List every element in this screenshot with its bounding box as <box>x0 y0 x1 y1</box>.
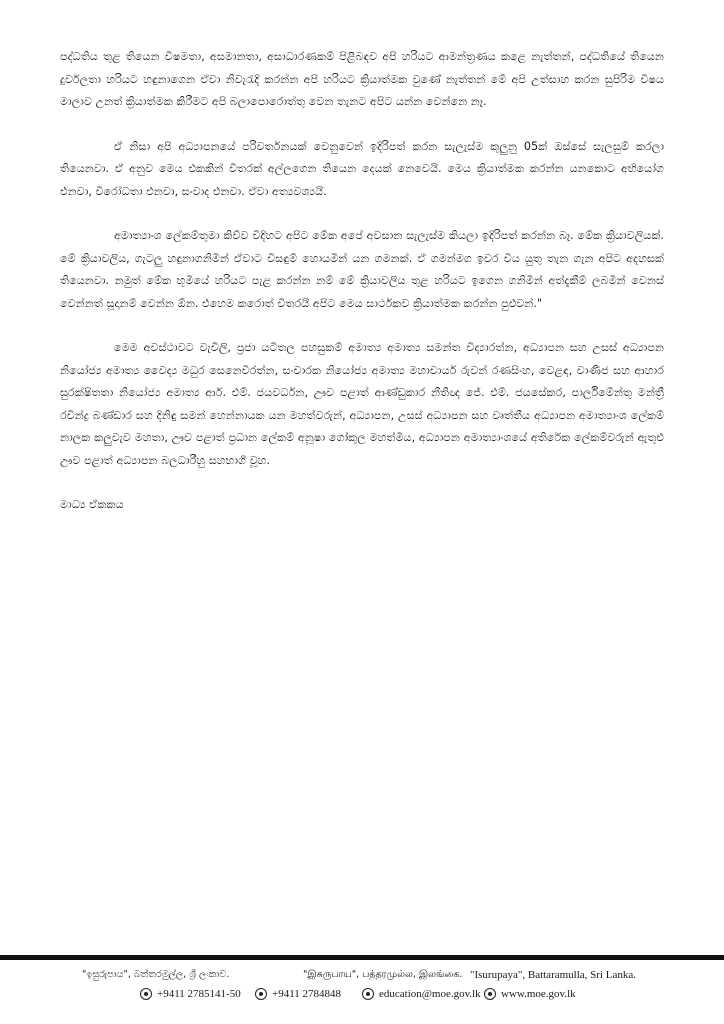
paragraph-4: මෙම අවස්ථාවට වැවිලි, ප්‍රජා යටිතල පහසුකම් අමාත්‍ය අමාත්‍ය සමන්ත විද්‍යාරත්න, අධ්‍යාපන සහ උසස් අධ්‍යාපන නියෝජ්‍ය අමාත්‍ය වෛද්‍ය මධුර සෙනෙවිරත්න, සංචාරක නියෝජ්‍ය අමාත්‍ය මහාචාර්ය රුවන් රණසිංහ, වෙළඳ, වාණිජ සහ ආහාර සුරක්ෂිතතා නියෝජ්‍ය අමාත්‍ය ආර්. එම්. ජයවර්ධන, ඌව පළාත් ආණ්ඩුකාර නීතිඥ ජේ. එම්. ජයසේකර, පාර්ලිමේන්තු මන්ත්‍රී රවින්ද්‍ර බණ්ඩාර සහ දිනිඳු සමන් හෙන්නායක යන මහත්වරුන්, අධ්‍යාපන, උසස් අධ්‍යාපන සහ වෘත්තීය අධ්‍යාපන අමාත්‍යාංශ ලේකම් නාලක කලුවැව මහතා, ඌව පළාත් ප්‍රධාන ලේකම් අනූෂා ගෝකුල මහත්මිය, අධ්‍යාපන අමාත්‍යාංශයේ අතිරේක ලේකම්වරුන් ඇතුළු ඌව පළාත් අධ්‍යාපන බලධාරීහු සහභාගී වූහ. <box>60 341 664 467</box>
address-tamil: "இசுருபாய", பத்தரமுல்ல, இலங்கை. <box>303 969 463 980</box>
fax-number: +9411 2784848 <box>272 988 342 1000</box>
email-address[interactable]: education@moe.gov.lk <box>379 988 481 1000</box>
paragraph-3: අමාත්‍යාංශ ලේකම්තුමා කිව්ව විදිහට අපිට මේක අපේ අවසාන සැලැස්ම කියලා ඉදිරිපත් කරන්න බෑ. මේක ක්‍රියාවලියක්. මේ ක්‍රියාවලිය, ගැටලු හඳුනාගනිමින් ඒවාට විසඳුම් හොයමින් යන ගමනක්. ඒ ගමන්මග ඉවර විය යුතු තැන ගැන අපිට අදහසක් තියෙනවා. නමුත් මේක භූමියේ හරියට පැළ කරන්න නම් මේ ක්‍රියාවලිය තුළ හරියට ඉගෙන ගනිමින් අත්දැකීම් ලබමින් වෙනස් වෙන්නත් සූදානම් වෙන්න ඕන. එහෙම කරොත් විතරයි අපිට මෙය සාර්ථකව ක්‍රියාත්මක කරන්න පුළුවන්." <box>60 229 664 310</box>
phone-number: +9411 2785141-50 <box>157 988 241 1000</box>
fax-contact <box>255 986 341 1002</box>
website-contact[interactable] <box>484 986 576 1002</box>
globe-icon <box>484 988 496 1000</box>
paragraph-2: ඒ නිසා අපි අධ්‍යාපනයේ පරිවර්තනයක් වෙනුවෙන් ඉදිරිපත් කරන සැලැස්ම කුලුනු 05ක් ඔස්සේ සැලසුම් කරලා තියෙනවා. ඒ අනුව මෙය එකකින් විතරක් අල්ලගෙන තියෙන දෙයක් නෙවෙයි. මෙය ක්‍රියාත්මක කරන්න යනකොට අභියෝග එනවා, විරෝධතා එනවා, සංවාද එනවා. ඒවා අත්‍යවශ්‍යයි. <box>60 139 664 198</box>
press-release-body <box>60 46 664 516</box>
address-sinhala: "ඉසුරුපාය", බත්තරමුල්ල, ශ්‍රී ලංකාව. <box>82 969 230 980</box>
phone-contact <box>140 986 241 1002</box>
fax-icon <box>255 988 267 1000</box>
email-contact[interactable] <box>362 986 481 1002</box>
media-unit-signoff: මාධ්‍ය ඒකකය <box>60 498 124 511</box>
paragraph-1: පද්ධතිය තුළ තියෙන විෂමතා, අසමානතා, අසාධාරණකම් පිළිබඳව අපි හරියට ආමන්ත්‍රණය කළෙ නැත්තන්, පද්ධතියේ තියෙන දුර්වලතා හරියට හඳුනාගෙන ඒවා නිවැරැදි කරන්න අපි හරියට ක්‍රියාත්මක වුණේ නැත්තන් මේ අපි උත්සාහ කරන සුපිරිම විෂය මාලාව උනත් ක්‍රියාත්මක කිරීමට අපි බලාපොරොත්තු වෙන තැනට අපිට යන්න වෙන්නෙ නෑ. <box>60 50 664 108</box>
footer-divider <box>0 955 724 960</box>
website-url[interactable]: www.moe.gov.lk <box>501 988 576 1000</box>
address-english: "Isurupaya", Battaramulla, Sri Lanka. <box>470 969 636 981</box>
phone-icon <box>140 988 152 1000</box>
email-icon <box>362 988 374 1000</box>
